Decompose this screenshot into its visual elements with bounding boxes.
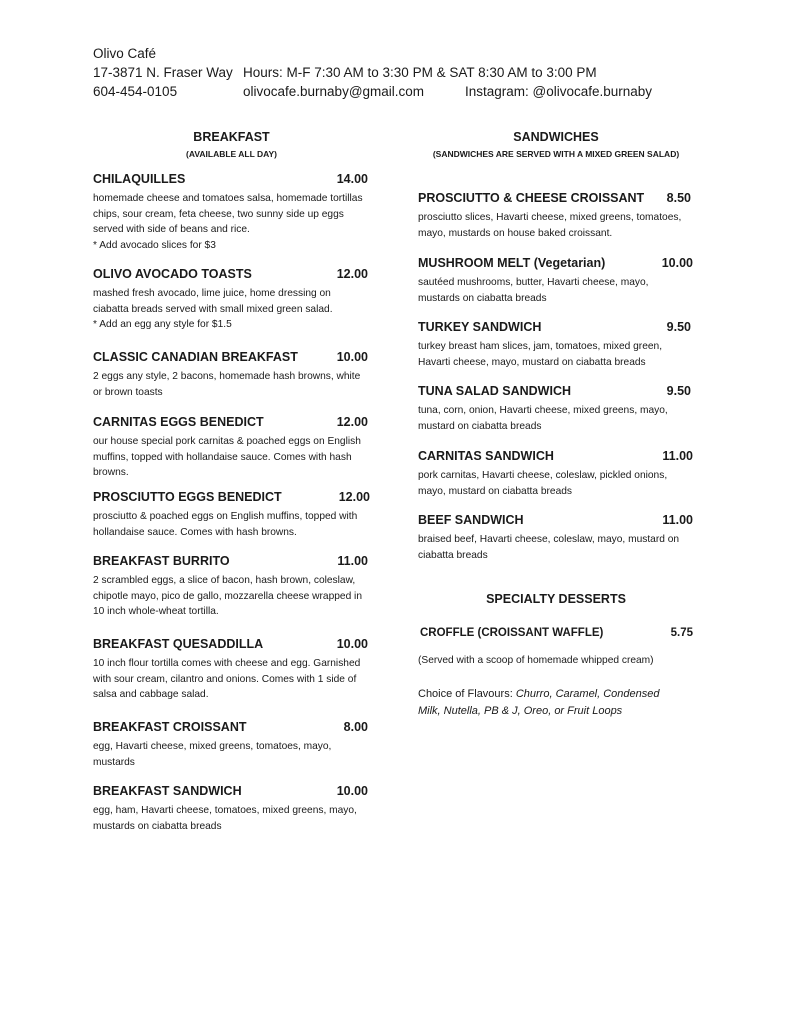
item-note: * Add avocado slices for $3 (93, 239, 216, 251)
menu-item-breakfast-quesadilla (93, 637, 368, 703)
item-price: 10.00 (661, 256, 693, 270)
item-name: OLIVO AVOCADO TOASTS (93, 267, 252, 281)
item-description: sautéed mushrooms, butter, Havarti cheese, mayo, mustards on ciabatta breads (418, 277, 649, 304)
menu-item-croffle (420, 627, 693, 645)
cafe-address: 17-3871 N. Fraser Way (93, 65, 233, 80)
item-description: egg, Havarti cheese, mixed greens, tomatoes, mayo, mustards (93, 741, 332, 768)
item-price: 12.00 (336, 267, 368, 281)
item-price: 14.00 (336, 172, 368, 186)
item-description: egg, ham, Havarti cheese, tomatoes, mixed greens, mayo, mustards on ciabatta breads (93, 805, 357, 832)
menu-item-turkey-sandwich (418, 320, 691, 370)
menu-item-prosciutto-benedict (93, 490, 370, 540)
flavours-label: Choice of Flavours: (418, 688, 516, 700)
item-description: prosciutto & poached eggs on English muffins, topped with hollandaise sauce. Comes with hash browns. (93, 511, 358, 538)
item-name: CARNITAS EGGS BENEDICT (93, 415, 264, 429)
item-name: BEEF SANDWICH (418, 513, 524, 527)
menu-item-carnitas-sandwich (418, 449, 693, 499)
sandwiches-subtitle: (SANDWICHES ARE SERVED WITH A MIXED GREEN SALAD) (432, 149, 680, 159)
item-price: 11.00 (337, 554, 368, 568)
item-price: 9.50 (666, 384, 691, 398)
menu-item-tuna-salad-sandwich (418, 384, 691, 434)
item-name: MUSHROOM MELT (Vegetarian) (418, 256, 606, 270)
item-price: 9.50 (666, 320, 691, 334)
item-description: pork carnitas, Havarti cheese, coleslaw, pickled onions, mayo, mustard on ciabatta breads (418, 470, 668, 497)
item-name: BREAKFAST CROISSANT (93, 720, 247, 734)
cafe-instagram: Instagram: @olivocafe.burnaby (465, 84, 653, 99)
item-price: 10.00 (336, 784, 368, 798)
menu-item-breakfast-burrito (93, 554, 368, 620)
croffle-flavours (418, 686, 683, 719)
item-description: homemade cheese and tomatoes salsa, homemade tortillas chips, sour cream, feta cheese, two sunny side up eggs served with side of beans and rice. (93, 193, 363, 235)
item-price: 12.00 (338, 490, 370, 504)
menu-item-breakfast-croissant (93, 720, 368, 770)
cafe-hours: Hours: M-F 7:30 AM to 3:30 PM & SAT 8:30 AM to 3:00 PM (243, 65, 597, 80)
menu-item-beef-sandwich (418, 513, 693, 563)
item-price: 8.50 (666, 191, 691, 205)
cafe-phone: 604-454-0105 (93, 84, 178, 99)
item-price: 5.75 (670, 627, 693, 639)
item-name: TUNA SALAD SANDWICH (418, 384, 571, 398)
item-name: CARNITAS SANDWICH (418, 449, 554, 463)
item-description: 2 scrambled eggs, a slice of bacon, hash brown, coleslaw, chipotle mayo, pico de gallo, mozzarella cheese wrapped in 10 inch whole-wheat tortilla. (93, 575, 362, 617)
item-description: tuna, corn, onion, Havarti cheese, mixed greens, mayo, mustard on ciabatta breads (418, 405, 668, 432)
breakfast-subtitle: (AVAILABLE ALL DAY) (186, 149, 277, 159)
item-price: 10.00 (336, 350, 368, 364)
menu-item-breakfast-sandwich (93, 784, 368, 834)
item-description: 2 eggs any style, 2 bacons, homemade hash browns, white or brown toasts (93, 371, 361, 398)
item-description: our house special pork carnitas & poached eggs on English muffins, topped with hollandaise sauce. Comes with hash browns. (93, 436, 361, 478)
menu-item-carnitas-benedict (93, 415, 368, 481)
header-row-1 (93, 44, 233, 63)
item-description: braised beef, Havarti cheese, coleslaw, mayo, mustard on ciabatta breads (418, 534, 680, 561)
menu-item-mushroom-melt (418, 256, 693, 306)
menu-item-canadian-breakfast (93, 350, 368, 400)
item-price: 11.00 (662, 449, 693, 463)
sandwiches-title: SANDWICHES (513, 130, 599, 144)
item-name: BREAKFAST QUESADDILLA (93, 637, 264, 651)
item-name: TURKEY SANDWICH (418, 320, 542, 334)
item-name: PROSCIUTTO & CHEESE CROISSANT (418, 191, 645, 205)
item-name: CROFFLE (CROISSANT WAFFLE) (420, 627, 604, 639)
item-name: CLASSIC CANADIAN BREAKFAST (93, 350, 298, 364)
flavours-list: Churro, Caramel, Condensed Milk, Nutella, PB & J, Oreo, or Fruit Loops (418, 688, 660, 717)
item-name: PROSCIUTTO EGGS BENEDICT (93, 490, 282, 504)
croffle-served-note: (Served with a scoop of homemade whipped cream) (418, 655, 654, 666)
item-name: CHILAQUILLES (93, 172, 186, 186)
item-name: BREAKFAST BURRITO (93, 554, 230, 568)
item-price: 10.00 (336, 637, 368, 651)
item-name: BREAKFAST SANDWICH (93, 784, 242, 798)
header-row-3 (93, 82, 653, 101)
item-price: 12.00 (336, 415, 368, 429)
item-description: turkey breast ham slices, jam, tomatoes, mixed green, Havarti cheese, mayo, mustard on ciabatta breads (418, 341, 663, 368)
item-description: mashed fresh avocado, lime juice, home dressing on ciabatta breads served with small mixed green salad. (93, 288, 333, 315)
cafe-header (93, 44, 653, 101)
desserts-title: SPECIALTY DESSERTS (486, 592, 626, 606)
item-description: prosciutto slices, Havarti cheese, mixed greens, tomatoes, mayo, mustards on house baked croissant. (418, 212, 682, 239)
item-description: 10 inch flour tortilla comes with cheese and egg. Garnished with sour cream, cilantro and onions. Comes with 1 side of salsa and cabbage salad. (93, 658, 361, 700)
item-price: 11.00 (662, 513, 693, 527)
item-price: 8.00 (343, 720, 368, 734)
menu-item-prosciutto-croissant (418, 191, 691, 241)
item-note: * Add an egg any style for $1.5 (93, 319, 232, 330)
cafe-name: Olivo Café (93, 46, 157, 61)
menu-item-chilaquilles (93, 172, 368, 253)
menu-item-avocado-toasts (93, 267, 368, 333)
breakfast-title: BREAKFAST (193, 130, 270, 144)
cafe-email: olivocafe.burnaby@gmail.com (243, 84, 425, 99)
header-row-2 (93, 63, 597, 82)
